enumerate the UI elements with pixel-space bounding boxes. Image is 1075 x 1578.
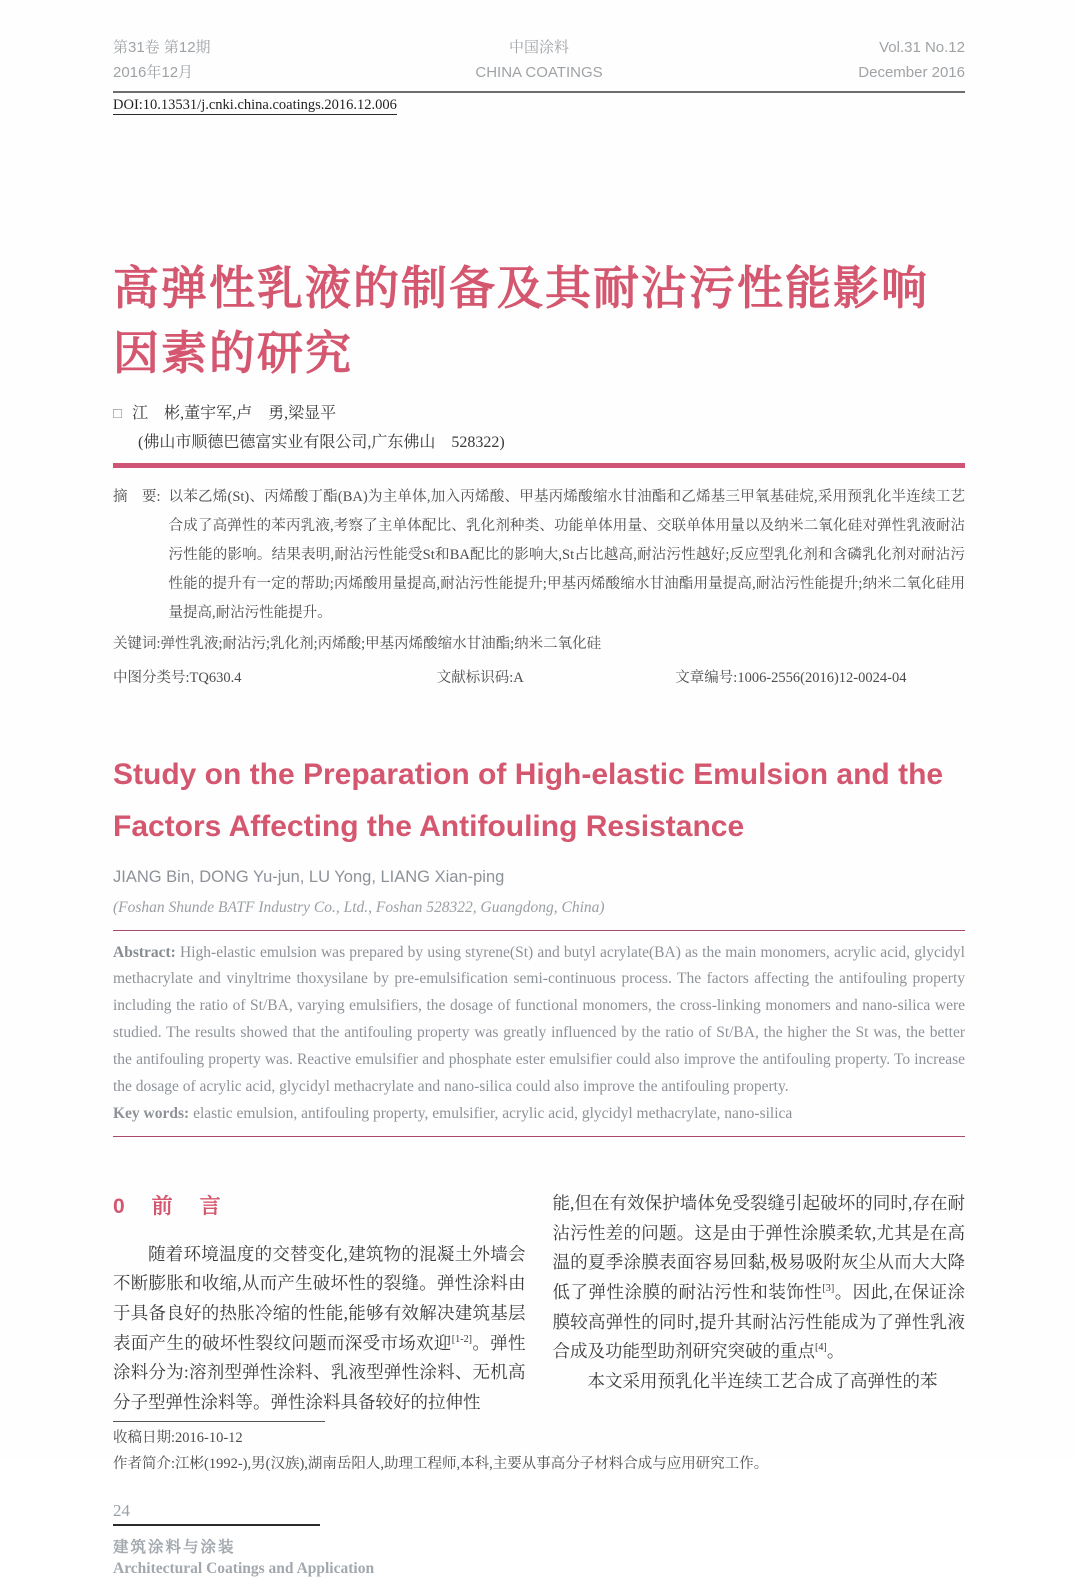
article-title-en xyxy=(113,749,965,854)
clc-number: 中图分类号:TQ630.4 xyxy=(113,669,242,686)
body-column-left xyxy=(113,1189,526,1417)
body-columns xyxy=(113,1189,965,1417)
date-en: December 2016 xyxy=(858,63,965,81)
column-title-cn: 建筑涂料与涂装 xyxy=(113,1538,236,1556)
keywords-en-label: Key words: xyxy=(113,1104,190,1122)
page-footer xyxy=(113,1501,965,1578)
page-number: 24 xyxy=(113,1500,130,1520)
intro-paragraph-right-2: 本文采用预乳化半连续工艺合成了高弹性的苯 xyxy=(587,1370,938,1391)
intro-right-text-3: 。 xyxy=(826,1341,845,1362)
masthead-divider xyxy=(113,91,965,93)
keywords-en xyxy=(113,1101,965,1128)
article-id: 文章编号:1006-2556(2016)12-0024-04 xyxy=(675,669,907,686)
body-column-right xyxy=(553,1189,966,1417)
authors-cn-line xyxy=(113,400,965,423)
abstract-cn-label: 摘 要: xyxy=(113,489,161,506)
keywords-cn: 关键词:弹性乳液;耐沾污;乳化剂;丙烯酸;甲基丙烯酸缩水甘油酯;纳米二氧化硅 xyxy=(113,636,602,653)
affiliation-en: (Foshan Shunde BATF Industry Co., Ltd., Foshan 528322, Guangdong, China) xyxy=(113,898,605,916)
keywords-en-text: elastic emulsion, antifouling property, emulsifier, acrylic acid, glycidyl methacrylate, nano-silica xyxy=(189,1104,793,1122)
citation-ref-4: [4] xyxy=(815,1342,827,1354)
document-code: 文献标识码:A xyxy=(436,669,524,686)
citation-ref-1-2: [1-2] xyxy=(451,1333,473,1345)
intro-paragraph-left xyxy=(113,1240,526,1417)
article-title-cn-line1: 高弹性乳液的制备及其耐沾污性能影响 xyxy=(113,261,929,314)
article-title-cn-line2: 因素的研究 xyxy=(113,326,353,379)
volume-issue-cn: 第31卷 第12期 xyxy=(113,39,211,56)
masthead-volume-issue-cn xyxy=(113,36,379,86)
article-title-cn xyxy=(113,256,965,387)
article-title-en-line1: Study on the Preparation of High-elastic Emulsion and the xyxy=(113,757,944,791)
abstract-en-label: Abstract: xyxy=(113,943,176,961)
affiliation-cn: (佛山市顺德巴德富实业有限公司,广东佛山 528322) xyxy=(138,434,505,452)
date-cn: 2016年12月 xyxy=(113,63,194,81)
abstract-cn-text: 以苯乙烯(St)、丙烯酸丁酯(BA)为主单体,加入丙烯酸、甲基丙烯酸缩水甘油酯和乙烯基三甲氧基硅烷,采用预乳化半连续工艺合成了高弹性的苯丙乳液,考察了主单体配比、乳化剂种类、功能单体用量、交联单体用量以及纳米二氧化硅对弹性乳液耐沾污性能的影响。结果表明,耐沾污性能受St和BA配比的影响大,St占比越高,耐沾污性越好;反应型乳化剂和含磷乳化剂对耐沾污性能的提升有一定的帮助;丙烯酸用量提高,耐沾污性能提升;甲基丙烯酸缩水甘油酯用量提高,耐沾污性能提升;纳米二氧化硅用量提高,耐沾污性能提升。 xyxy=(168,489,965,622)
intro-right-text-1: 能,但在有效保护墙体免受裂缝引起破坏的同时,存在耐沾污性差的问题。这是由于弹性涂膜柔软,尤其是在高温的夏季涂膜表面容易回黏,极易吸附灰尘从而大大降低了弹性涂膜的耐沾污性和装饰性 xyxy=(552,1193,965,1303)
journal-masthead xyxy=(113,36,965,86)
column-title-en: Architectural Coatings and Application xyxy=(113,1559,375,1577)
intro-left-text-1: 随着环境温度的交替变化,建筑物的混凝土外墙会不断膨胀和收缩,从而产生破坏性的裂缝。弹性涂料由于具备良好的热胀冷缩的性能,能够有效解决建筑基层表面产生的破坏性裂纹问题而深受市场欢迎 xyxy=(113,1243,526,1353)
intro-left-text-2: 。弹性涂料分为:溶剂型弹性涂料、乳液型弹性涂料、无机高分子型弹性涂料等。弹性涂料具备较好的拉伸性 xyxy=(113,1332,526,1412)
article-title-en-line2: Factors Affecting the Antifouling Resistance xyxy=(113,810,745,844)
abstract-en-text: High-elastic emulsion was prepared by using styrene(St) and butyl acrylate(BA) as the main monomers, acrylic acid, glycidyl methacrylate and vinyltrime thoxysilane by pre-emulsification semi-continuous process. The factors affecting the antifouling property including the ratio of St/BA, varying emulsifiers, the dosage of functional monomers, the cross-linking monomers and nano-silica were studied. The results showed that the antifouling property was greatly influenced by the ratio of St/BA, the higher the St was, the better the antifouling property was. Reactive emulsifier and phosphate ester emulsifier could also improve the antifouling property. To increase the dosage of acrylic acid, glycidyl methacrylate and nano-silica could also improve the antifouling property. xyxy=(113,943,965,1095)
title-divider-thick xyxy=(113,463,965,468)
footnote-block xyxy=(113,1421,965,1477)
doi-text: DOI:10.13531/j.cnki.china.coatings.2016.12.006 xyxy=(113,96,397,113)
authors-cn: 江 彬,董宇军,卢 勇,梁显平 xyxy=(132,405,337,423)
footer-divider xyxy=(113,1524,320,1526)
authors-en: JIANG Bin, DONG Yu-jun, LU Yong, LIANG Xian-ping xyxy=(113,867,505,886)
masthead-journal-name xyxy=(379,36,699,86)
received-date: 收稿日期:2016-10-12 xyxy=(113,1430,243,1447)
intro-paragraph-right xyxy=(553,1189,966,1366)
abstract-cn xyxy=(113,483,965,628)
abstract-en-divider-top xyxy=(113,930,965,931)
masthead-volume-issue-en xyxy=(699,36,965,86)
classification-row xyxy=(113,666,965,687)
citation-ref-3: [3] xyxy=(822,1283,835,1295)
doi-line xyxy=(113,97,965,114)
abstract-en-divider-bottom xyxy=(113,1136,965,1137)
section-0-heading: 0 前 言 xyxy=(113,1195,224,1219)
author-marker-square: □ xyxy=(113,406,123,423)
author-bio: 作者简介:江彬(1992-),男(汉族),湖南岳阳人,助理工程师,本科,主要从事高分子材料合成与应用研究工作。 xyxy=(113,1455,769,1472)
journal-name-cn: 中国涂料 xyxy=(508,39,569,56)
footnote-divider xyxy=(113,1421,325,1422)
intro-right-text-2: 。因此,在保证涂膜较高弹性的同时,提升其耐沾污性能成为了弹性乳液合成及功能型助剂研究突破的重点 xyxy=(552,1282,966,1362)
journal-name-en: CHINA COATINGS xyxy=(475,63,603,81)
volume-issue-en: Vol.31 No.12 xyxy=(879,39,965,56)
abstract-en xyxy=(113,940,965,1101)
